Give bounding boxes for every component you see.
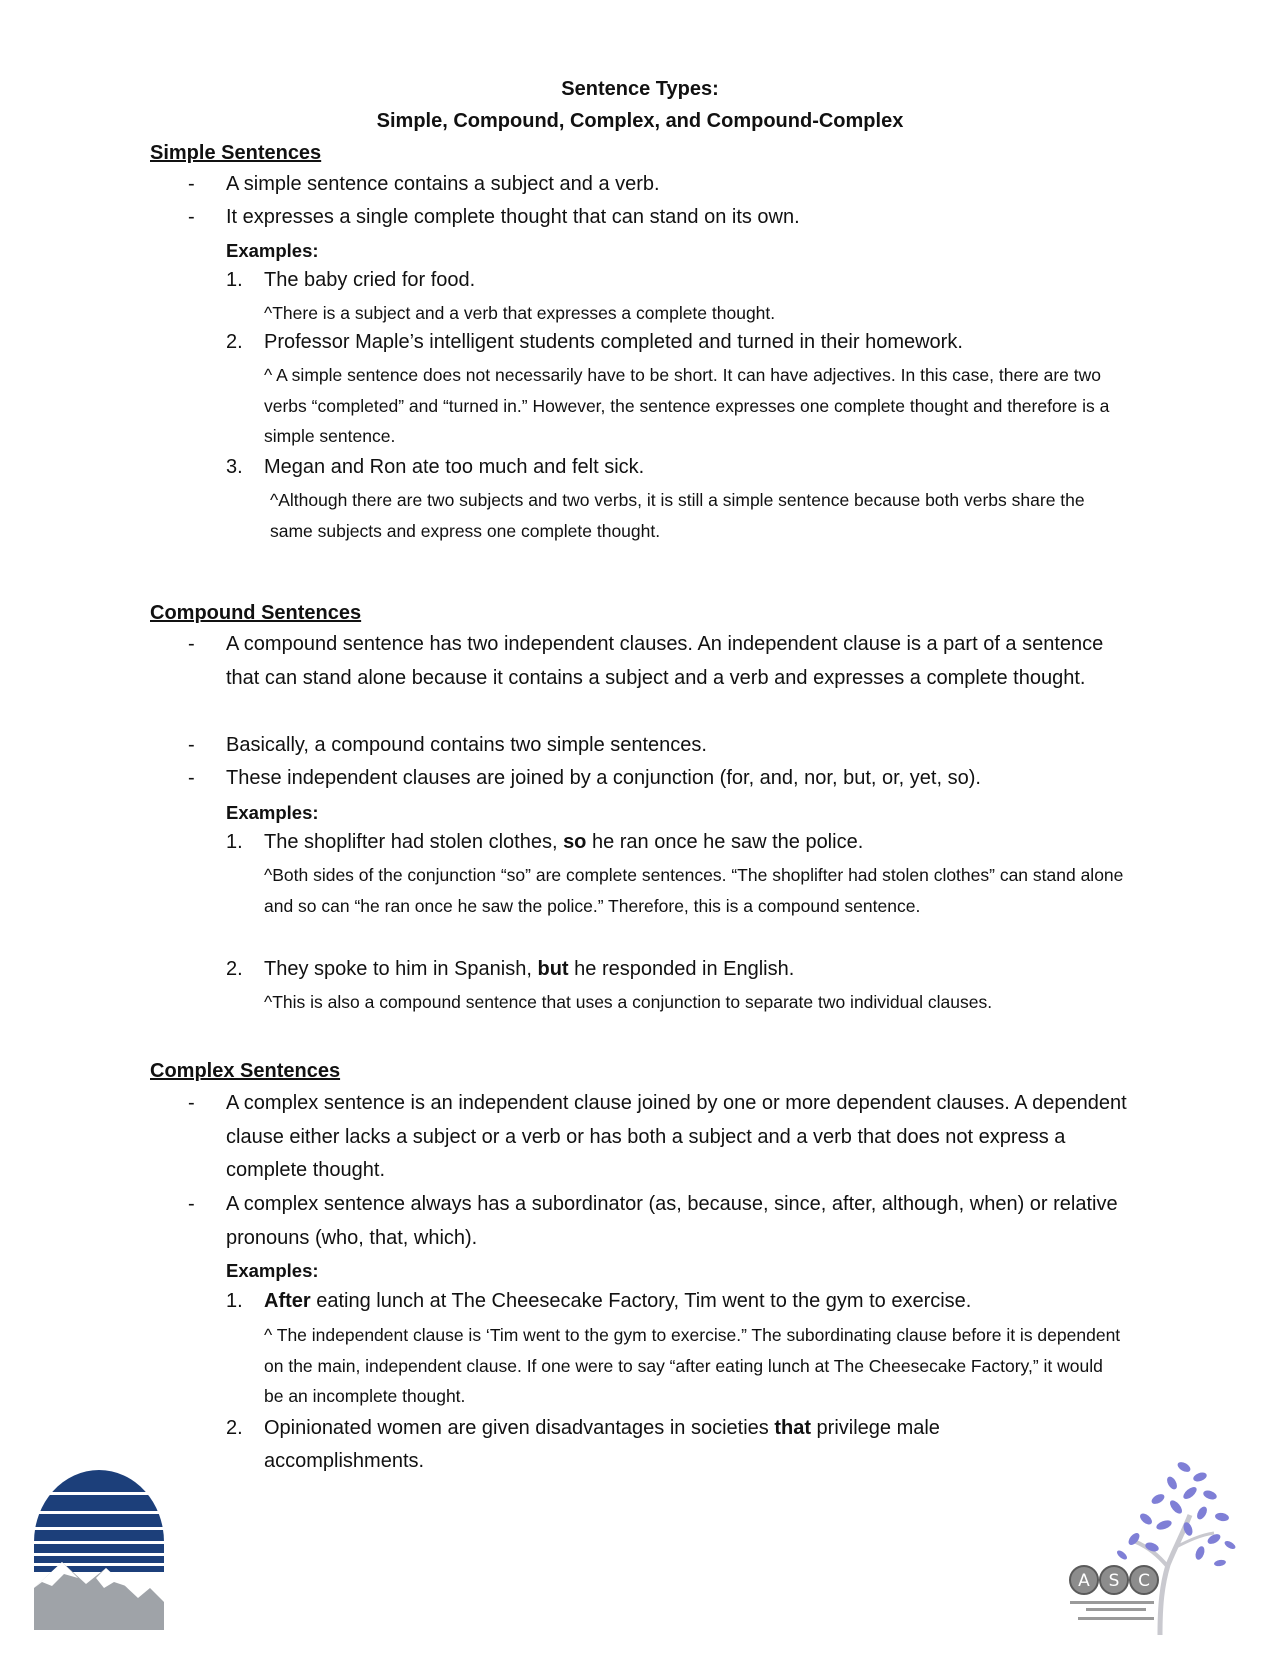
- example-text-post: he responded in English.: [568, 958, 795, 980]
- mountain-sun-logo-icon: [34, 1470, 164, 1630]
- bullet-text: A simple sentence contains a subject and a verb.: [226, 173, 660, 195]
- example-item: [226, 326, 1126, 359]
- example-note: ^Although there are two subjects and two verbs, it is still a simple sentence because both verbs share the same subjects and express one complete thought.: [270, 490, 1085, 541]
- example-text: The baby cried for food.: [264, 269, 476, 291]
- examples-label: Examples:: [226, 1260, 319, 1281]
- bullet-text: A compound sentence has two independent clauses. An independent clause is a part of a sentence that can stand alone because it contains a subject and a verb and expresses a complete thought.: [226, 633, 1104, 689]
- example-note: ^ The independent clause is ‘Tim went to the gym to exercise.” The subordinating clause before it is dependent on the main, independent clause. If one were to say “after eating lunch at The Cheesecake Factory,” it would be an incomplete thought.: [264, 1325, 1121, 1406]
- bullet-dash: -: [188, 1193, 195, 1215]
- example-text: [264, 826, 1126, 859]
- example-number: 1.: [226, 269, 243, 291]
- example-note: ^Both sides of the conjunction “so” are complete sentences. “The shoplifter had stolen clothes” can stand alone and so can “he ran once he saw the police.” Therefore, this is a compound sentence.: [264, 865, 1124, 916]
- conjunction-emphasis: so: [563, 831, 587, 853]
- asc-letter-s: S: [1108, 1571, 1120, 1591]
- example-text: [264, 953, 1126, 986]
- bullet-item: [150, 168, 1130, 202]
- examples-label: Examples:: [226, 802, 319, 823]
- bullet-text: A complex sentence is an independent clause joined by one or more dependent clauses. A dependent clause either lacks a subject or a verb or has both a subject and a verb that does not express a complete thought.: [226, 1092, 1127, 1181]
- bullet-dash: -: [188, 173, 195, 195]
- bullet-item: [150, 1087, 1130, 1188]
- example-text-pre: The shoplifter had stolen clothes,: [264, 831, 564, 853]
- example-number: 1.: [226, 1290, 243, 1312]
- example-item: [226, 1412, 1026, 1478]
- bullet-text: These independent clauses are joined by a conjunction (for, and, nor, but, or, yet, so).: [226, 767, 981, 789]
- bullet-dash: -: [188, 734, 195, 756]
- subordinator-emphasis: After: [264, 1290, 311, 1312]
- bullet-text: Basically, a compound contains two simple sentences.: [226, 734, 707, 756]
- example-text-post: privilege male accomplishments.: [264, 1417, 940, 1472]
- section-heading-compound: Compound Sentences: [150, 602, 362, 624]
- asc-letter-c: C: [1138, 1571, 1150, 1591]
- bullet-dash: -: [188, 633, 195, 655]
- bullet-item: [150, 628, 1130, 695]
- example-note: ^There is a subject and a verb that expresses a complete thought.: [264, 303, 776, 323]
- example-number: 2.: [226, 1417, 243, 1439]
- example-text-post: eating lunch at The Cheesecake Factory, Tim went to the gym to exercise.: [310, 1290, 972, 1312]
- example-note: ^This is also a compound sentence that uses a conjunction to separate two individual clauses.: [264, 992, 993, 1012]
- bullet-item: [150, 729, 1130, 763]
- page-subtitle: Simple, Compound, Complex, and Compound-Complex: [376, 110, 904, 132]
- bullet-item: [150, 201, 1130, 235]
- example-text-pre: Opinionated women are given disadvantages in societies: [264, 1417, 775, 1439]
- example-text-pre: They spoke to him in Spanish,: [264, 958, 538, 980]
- asc-letters: [1070, 1566, 1158, 1594]
- section-heading-simple: Simple Sentences: [150, 142, 322, 164]
- relative-pronoun-emphasis: that: [774, 1417, 811, 1439]
- bullet-item: [150, 762, 1130, 796]
- example-text: Megan and Ron ate too much and felt sick.: [264, 456, 645, 478]
- example-item: [226, 264, 1126, 297]
- asc-letter-a: A: [1078, 1571, 1090, 1591]
- bullet-item: [150, 1188, 1130, 1255]
- bullet-text: It expresses a single complete thought that can stand on its own.: [226, 206, 800, 228]
- asc-tree-logo-icon: [1064, 1455, 1244, 1645]
- bullet-dash: -: [188, 206, 195, 228]
- example-text-post: he ran once he saw the police.: [586, 831, 864, 853]
- example-text: Professor Maple’s intelligent students completed and turned in their homework.: [264, 331, 963, 353]
- example-note: ^ A simple sentence does not necessarily have to be short. It can have adjectives. In this case, there are two verbs “completed” and “turned in.” However, the sentence expresses one complete thought and therefore is a simple sentence.: [264, 365, 1110, 446]
- example-item: [226, 451, 1126, 484]
- example-number: 1.: [226, 831, 243, 853]
- bullet-dash: -: [188, 767, 195, 789]
- examples-label: Examples:: [226, 240, 319, 261]
- page-title: Sentence Types:: [561, 78, 719, 100]
- example-item: [226, 953, 1126, 986]
- example-number: 2.: [226, 331, 243, 353]
- bullet-text: A complex sentence always has a subordinator (as, because, since, after, although, when) or relative pronouns (who, that, which).: [226, 1193, 1118, 1249]
- bullet-dash: -: [188, 1092, 195, 1114]
- example-item: [226, 826, 1126, 859]
- example-number: 2.: [226, 958, 243, 980]
- example-number: 3.: [226, 456, 243, 478]
- example-text: [264, 1412, 1026, 1478]
- section-heading-complex: Complex Sentences: [150, 1060, 341, 1082]
- example-text: [264, 1285, 1126, 1318]
- conjunction-emphasis: but: [537, 958, 569, 980]
- example-item: [226, 1285, 1126, 1318]
